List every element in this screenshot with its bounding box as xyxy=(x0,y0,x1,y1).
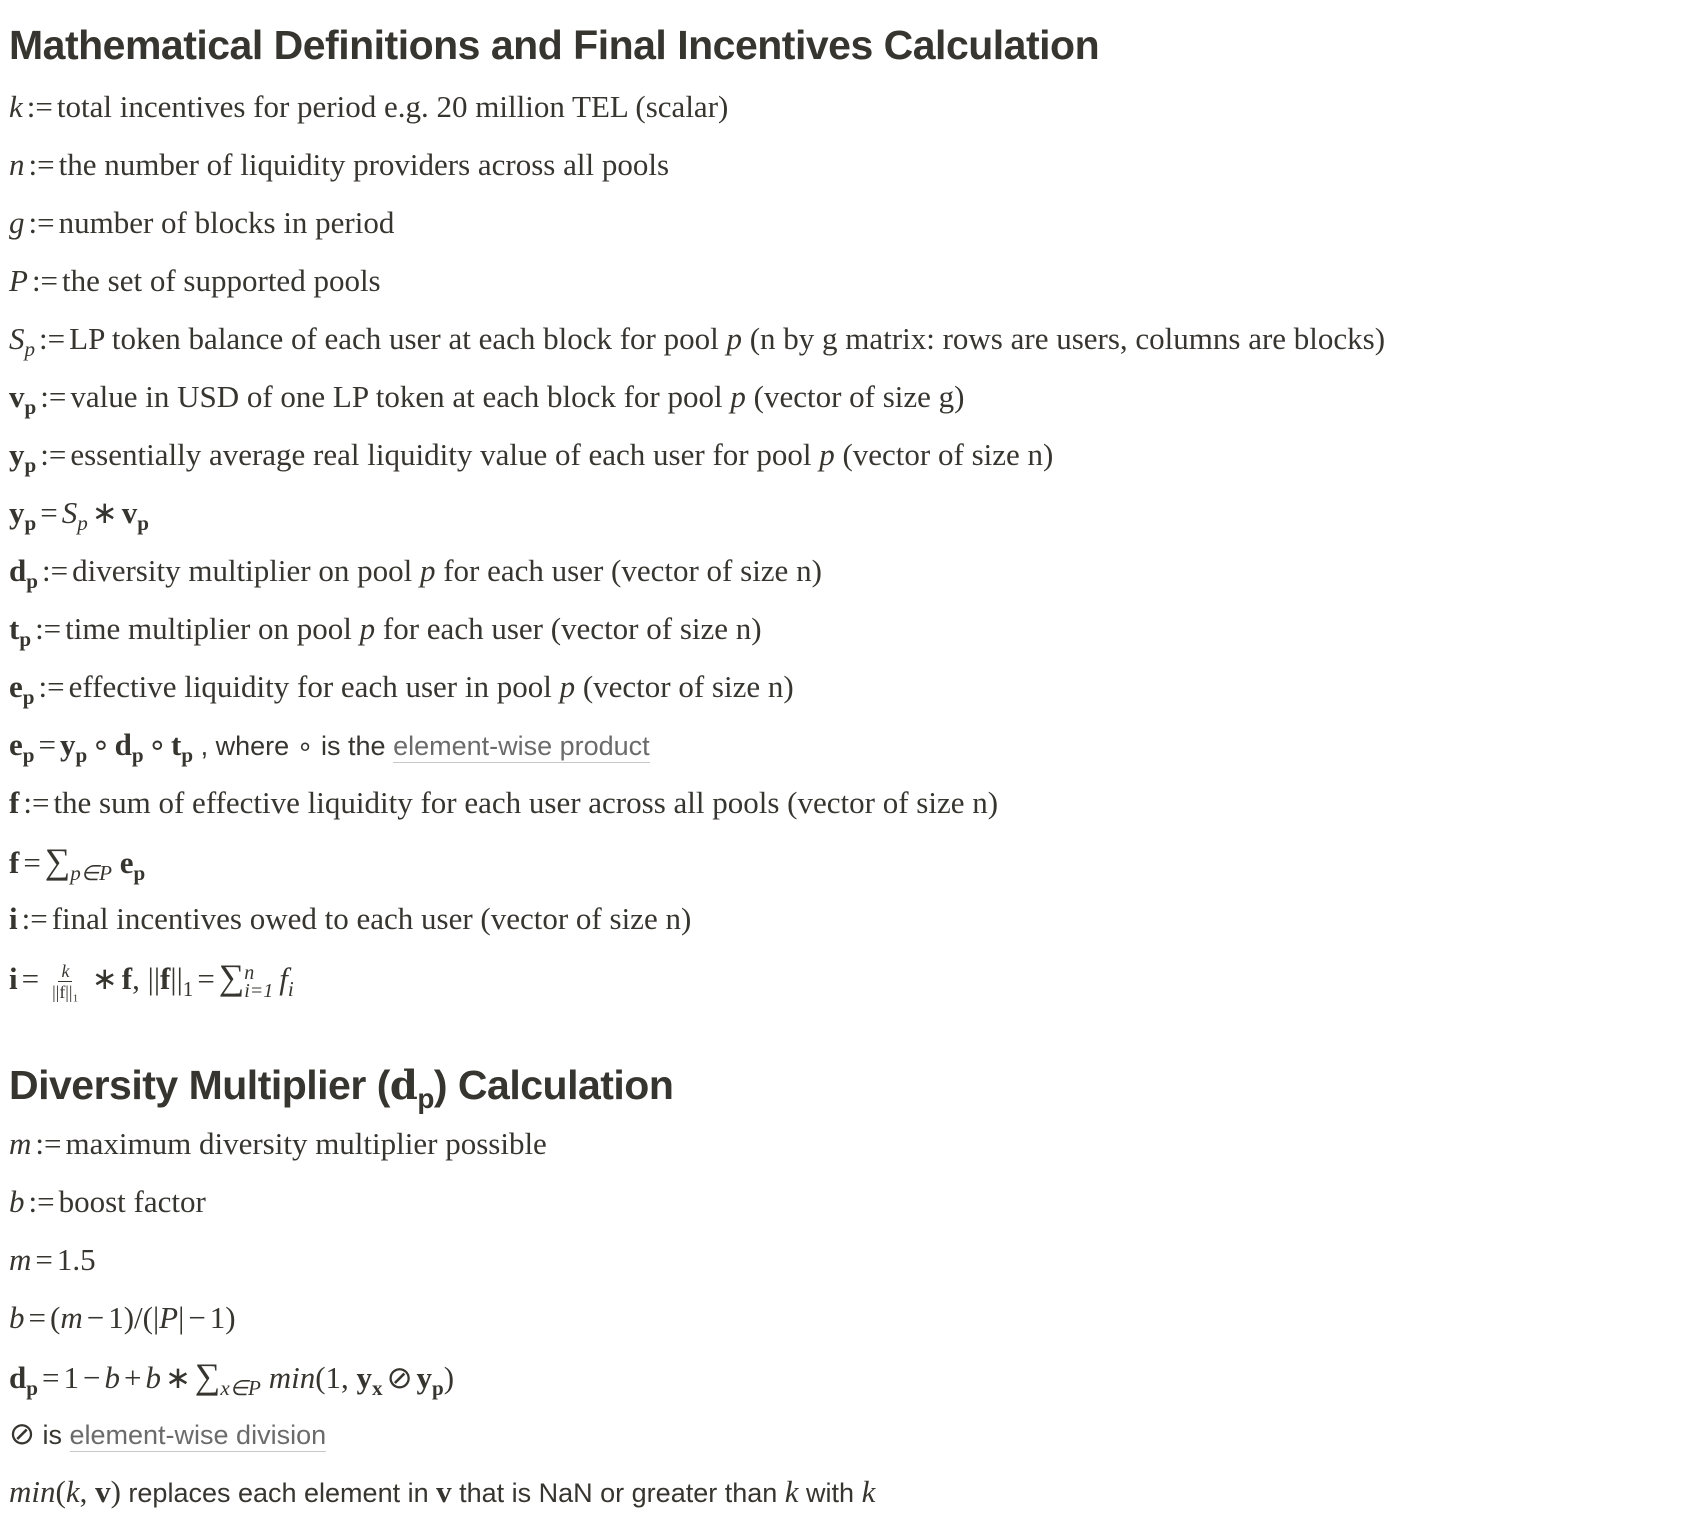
section-heading-definitions: Mathematical Definitions and Final Incentives Calculation xyxy=(9,22,1100,68)
sum-lower-limit: i=1 xyxy=(244,979,274,1002)
math-text: the set of supported pools xyxy=(62,263,381,298)
math-vector: v xyxy=(436,1474,452,1509)
sum-upper-limit: n xyxy=(244,961,255,984)
subscript: p xyxy=(75,743,88,768)
diversity-multiplier-list xyxy=(9,1115,1694,1521)
math-line xyxy=(9,368,1694,426)
math-line xyxy=(9,832,1694,890)
math-symbol: p xyxy=(359,611,376,646)
math-operator: = xyxy=(23,845,41,880)
math-symbol: p xyxy=(819,437,835,472)
summation-symbol: ∑ xyxy=(194,1356,221,1396)
math-symbol: m xyxy=(9,1242,32,1277)
subscript: p xyxy=(432,1376,444,1401)
math-text: (1, xyxy=(315,1360,357,1395)
math-symbol: k xyxy=(784,1474,799,1509)
math-operator: := xyxy=(40,379,67,414)
math-vector: e xyxy=(9,727,23,762)
math-operator: = xyxy=(197,961,215,996)
math-operator: ∗ xyxy=(91,495,118,530)
math-symbol: S xyxy=(61,495,78,530)
math-symbol: P xyxy=(9,263,28,298)
math-vector: i xyxy=(9,901,18,936)
fraction-denominator: ||f||₁ xyxy=(52,982,79,1003)
subscript: 1 xyxy=(182,977,194,1002)
math-line xyxy=(9,194,1694,252)
subscript: p xyxy=(24,395,37,420)
math-symbol: min xyxy=(9,1474,56,1509)
math-text: total incentives for period e.g. 20 million TEL (scalar) xyxy=(56,89,729,124)
math-vector: v xyxy=(95,1474,111,1509)
math-line xyxy=(9,1115,1694,1173)
subscript: p xyxy=(22,685,35,710)
math-text: 1)/(| xyxy=(108,1300,160,1335)
subscript: p xyxy=(181,743,194,768)
definition-link[interactable]: element-wise product xyxy=(393,731,650,761)
fraction-numerator: k xyxy=(58,961,72,982)
math-text: time multiplier on pool xyxy=(65,611,360,646)
subscript: p xyxy=(24,511,37,536)
math-line xyxy=(9,1405,1694,1463)
subscript: p xyxy=(26,1376,38,1401)
math-symbol: k xyxy=(9,89,23,124)
subscript: p xyxy=(133,861,146,886)
math-vector: f xyxy=(121,961,133,996)
math-operator: = xyxy=(38,727,56,762)
math-symbol: p xyxy=(726,321,742,356)
subscript: p xyxy=(24,453,37,478)
math-symbol: p xyxy=(730,379,746,414)
math-vector: e xyxy=(9,669,23,704)
math-line xyxy=(9,1347,1694,1405)
subscript: x∈P xyxy=(220,1376,261,1401)
summation-symbol: ∑ xyxy=(44,841,71,881)
math-text: LP token balance of each user at each block for pool xyxy=(69,321,727,356)
math-symbol: S xyxy=(9,321,25,356)
math-vector: d xyxy=(114,727,132,762)
math-operator: := xyxy=(40,437,67,472)
math-operator: − xyxy=(82,1360,101,1395)
math-operator: = xyxy=(40,495,58,530)
math-symbol: m xyxy=(60,1300,83,1335)
math-line xyxy=(9,1289,1694,1347)
math-symbol: k xyxy=(65,1474,80,1509)
math-vector: i xyxy=(9,961,18,996)
math-vector: f xyxy=(160,961,171,996)
math-operator: := xyxy=(35,1126,62,1161)
math-line xyxy=(9,600,1694,658)
math-vector: y xyxy=(9,495,25,530)
math-text: maximum diversity multiplier possible xyxy=(65,1126,547,1161)
math-vector: t xyxy=(9,611,20,646)
math-operator: ⊘ xyxy=(386,1360,413,1395)
math-text: (vector of size g) xyxy=(745,379,965,414)
math-symbol: p xyxy=(559,669,576,704)
math-text: , xyxy=(79,1474,96,1509)
math-text: (n by g matrix: rows are users, columns are blocks) xyxy=(741,321,1386,356)
math-vector: y xyxy=(9,437,25,472)
math-line xyxy=(9,1463,1694,1521)
prose-text: that is NaN or greater than xyxy=(451,1478,785,1508)
math-text: for each user (vector of size n) xyxy=(375,611,762,646)
math-text: ) xyxy=(443,1360,455,1395)
math-text: 1) xyxy=(209,1300,236,1335)
math-symbol: p xyxy=(419,553,436,588)
math-symbol: f xyxy=(279,961,288,996)
math-operator: := xyxy=(26,89,53,124)
math-line xyxy=(9,716,1694,774)
math-symbol: m xyxy=(9,1126,32,1161)
math-text: || xyxy=(170,961,183,996)
math-vector: d xyxy=(9,1360,27,1395)
math-text: essentially average real liquidity value of each user for pool xyxy=(70,437,820,472)
math-text: ⊘ xyxy=(9,1416,35,1451)
math-operator: = xyxy=(35,1242,53,1277)
math-text: | xyxy=(178,1300,185,1335)
math-operator: − xyxy=(188,1300,206,1335)
math-text: for each user (vector of size n) xyxy=(435,553,822,588)
math-operator: ∗ xyxy=(91,961,118,996)
math-operator: ∘ xyxy=(91,727,111,762)
math-text: (vector of size n) xyxy=(834,437,1054,472)
math-vector: y xyxy=(356,1360,373,1395)
math-text: diversity multiplier on pool xyxy=(72,553,420,588)
fraction xyxy=(49,961,82,1002)
math-vector: d xyxy=(9,553,27,588)
math-text: value in USD of one LP token at each block for pool xyxy=(70,379,731,414)
math-text xyxy=(261,1360,269,1395)
math-text: 1.5 xyxy=(56,1242,96,1277)
math-operator: := xyxy=(31,263,59,298)
heading-symbol-subscript: p xyxy=(417,1083,434,1115)
math-text xyxy=(112,845,120,880)
math-text: ( xyxy=(49,1300,61,1335)
subscript: p∈P xyxy=(70,861,113,886)
math-symbol: b xyxy=(104,1360,120,1395)
math-operator: := xyxy=(39,321,66,356)
math-line xyxy=(9,426,1694,484)
math-line xyxy=(9,252,1694,310)
math-text: ( xyxy=(55,1474,66,1509)
prose-text: with xyxy=(798,1478,862,1508)
math-line xyxy=(9,136,1694,194)
math-symbol: b xyxy=(9,1184,25,1219)
math-symbol: n xyxy=(9,147,25,182)
math-vector: t xyxy=(171,727,182,762)
summation-symbol: ∑ xyxy=(218,957,245,997)
math-text: 1 xyxy=(63,1360,79,1395)
math-symbol: P xyxy=(159,1300,179,1335)
heading-text-end: ) Calculation xyxy=(433,1062,674,1108)
heading-text: Diversity Multiplier ( xyxy=(9,1062,390,1108)
subscript: p xyxy=(19,627,32,652)
math-operator: := xyxy=(28,1184,55,1219)
math-text: boost factor xyxy=(58,1184,206,1219)
math-line xyxy=(9,774,1694,832)
math-text: effective liquidity for each user in pool xyxy=(68,669,560,704)
math-vector: f xyxy=(9,785,20,820)
math-text: number of blocks in period xyxy=(58,205,395,240)
math-operator: := xyxy=(21,901,48,936)
math-line xyxy=(9,310,1694,368)
math-operator: + xyxy=(123,1360,142,1395)
math-operator: := xyxy=(28,205,55,240)
math-line xyxy=(9,1173,1694,1231)
math-text: the sum of effective liquidity for each user across all pools (vector of size n) xyxy=(53,785,999,820)
math-line xyxy=(9,948,1694,1006)
subscript: p xyxy=(26,569,38,594)
math-text: (vector of size n) xyxy=(575,669,794,704)
subscript: p xyxy=(131,743,144,768)
math-vector: y xyxy=(59,727,76,762)
math-text: final incentives owed to each user (vector of size n) xyxy=(51,901,692,936)
subscript: p xyxy=(77,511,88,536)
math-symbol: g xyxy=(9,205,25,240)
math-symbol: b xyxy=(145,1360,161,1395)
heading-symbol: d xyxy=(389,1062,418,1109)
math-vector: v xyxy=(121,495,138,530)
math-text: , || xyxy=(132,961,161,996)
math-operator: = xyxy=(28,1300,46,1335)
definition-link[interactable]: element-wise division xyxy=(69,1420,327,1450)
subscript: x xyxy=(372,1376,383,1401)
math-operator: := xyxy=(35,611,62,646)
math-vector: f xyxy=(9,845,20,880)
math-text: the number of liquidity providers across all pools xyxy=(58,147,670,182)
math-text: ) xyxy=(110,1474,121,1509)
math-line xyxy=(9,1231,1694,1289)
subscript: p xyxy=(137,511,149,536)
math-vector: v xyxy=(9,379,25,414)
math-operator: = xyxy=(41,1360,60,1395)
sum-limits xyxy=(244,961,274,1002)
math-operator: = xyxy=(21,961,40,996)
subscript: p xyxy=(24,337,36,362)
math-line xyxy=(9,658,1694,716)
definitions-list xyxy=(9,78,1694,1006)
prose-text: , where ∘ is the xyxy=(193,731,394,761)
math-operator: := xyxy=(28,147,55,182)
math-operator: := xyxy=(23,785,50,820)
section-heading-diversity-multiplier xyxy=(9,1061,1694,1115)
math-operator: ∘ xyxy=(147,727,168,762)
math-symbol: min xyxy=(268,1360,316,1395)
prose-text: replaces each element in xyxy=(120,1478,437,1508)
math-operator: := xyxy=(41,553,69,588)
math-vector: y xyxy=(416,1360,433,1395)
prose-text: is xyxy=(34,1420,70,1450)
math-line xyxy=(9,890,1694,948)
subscript: i xyxy=(287,977,294,1002)
math-line xyxy=(9,542,1694,600)
math-operator: := xyxy=(38,669,65,704)
math-operator: − xyxy=(86,1300,105,1335)
subscript: p xyxy=(22,743,35,768)
math-vector: e xyxy=(119,845,134,880)
math-symbol: k xyxy=(861,1474,876,1509)
math-line xyxy=(9,484,1694,542)
math-symbol: b xyxy=(9,1300,25,1335)
math-line xyxy=(9,78,1694,136)
math-operator: ∗ xyxy=(164,1360,191,1395)
